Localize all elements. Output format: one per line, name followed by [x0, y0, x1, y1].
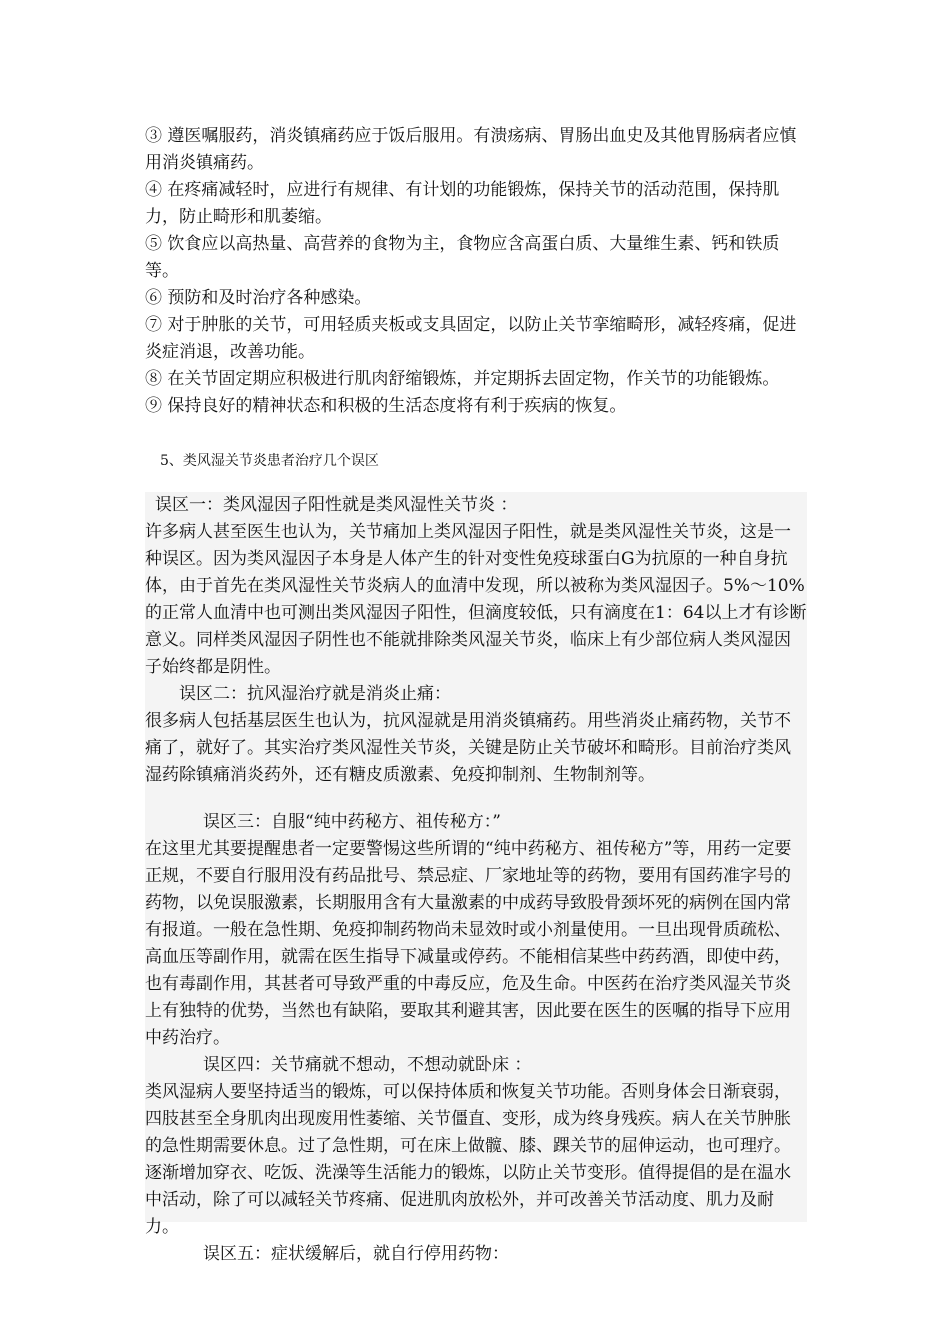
care-instructions-list — [145, 123, 810, 420]
myth-3-title: 误区三：自服“纯中药秘方、祖传秘方：” — [203, 812, 501, 832]
section-heading: 5、类风湿关节炎患者治疗几个误区 — [160, 453, 379, 469]
myth-2-body: 很多病人包括基层医生也认为，抗风湿就是用消炎镇痛药。用些消炎止痛药物，关节不痛了，就好了。其实治疗类风湿性关节炎，关键是防止关节破坏和畸形。目前治疗类风湿药除镇痛消炎药外，还有糖皮质激素、免疫抑制剂、生物制剂等。 — [145, 711, 791, 785]
care-item: ⑦ 对于肿胀的关节，可用轻质夹板或支具固定，以防止关节挛缩畸形，减轻疼痛，促进炎症消退，改善功能。 — [145, 315, 797, 362]
myth-5-title: 误区五：症状缓解后，就自行停用药物： — [203, 1244, 509, 1264]
myth-4-body: 类风湿病人要坚持适当的锻炼，可以保持体质和恢复关节功能。否则身体会日渐衰弱，四肢甚至全身肌肉出现废用性萎缩、关节僵直、变形，成为终身残疾。病人在关节肿胀的急性期需要休息。过了急性期，可在床上做髋、膝、踝关节的屈伸运动，也可理疗。逐渐增加穿衣、吃饭、洗澡等生活能力的锻炼，以防止关节变形。值得提倡的是在温水中活动，除了可以减轻关节疼痛、促进肌肉放松外，并可改善关节活动度、肌力及耐力。 — [145, 1082, 791, 1237]
care-item: ⑧ 在关节固定期应积极进行肌肉舒缩锻炼，并定期拆去固定物，作关节的功能锻炼。 — [145, 369, 780, 389]
paragraph-spacer — [145, 789, 807, 809]
myths-section — [145, 492, 807, 1264]
care-item: ⑤ 饮食应以高热量、高营养的食物为主，食物应含高蛋白质、大量维生素、钙和铁质等。 — [145, 234, 780, 281]
care-item: ⑨ 保持良好的精神状态和积极的生活态度将有利于疾病的恢复。 — [145, 396, 627, 416]
care-item: ⑥ 预防和及时治疗各种感染。 — [145, 288, 372, 308]
myth-1-title: 误区一：类风湿因子阳性就是类风湿性关节炎 ： — [155, 495, 518, 515]
myth-1-body: 许多病人甚至医生也认为，关节痛加上类风湿因子阳性，就是类风湿性关节炎，这是一种误区。因为类风湿因子本身是人体产生的针对变性免疫球蛋白G为抗原的一种自身抗体，由于首先在类风湿性关节炎病人的血清中发现，所以被称为类风湿因子。5%～10%的正常人血清中也可测出类风湿因子阳性，但滴度较低，只有滴度在1：64以上才有诊断意义。同样类风湿因子阴性也不能就排除类风湿关节炎，临床上有少部位病人类风湿因子始终都是阴性。 — [145, 522, 807, 677]
care-item: ④ 在疼痛减轻时，应进行有规律、有计划的功能锻炼，保持关节的活动范围，保持肌力，防止畸形和肌萎缩。 — [145, 180, 780, 227]
care-item: ③ 遵医嘱服药，消炎镇痛药应于饭后服用。有溃疡病、胃肠出血史及其他胃肠病者应慎用消炎镇痛药。 — [145, 126, 797, 173]
myth-2-title: 误区二：抗风湿治疗就是消炎止痛： — [179, 684, 451, 704]
myth-4-title: 误区四：关节痛就不想动，不想动就卧床 ： — [203, 1055, 532, 1075]
myth-3-body: 在这里尤其要提醒患者一定要警惕这些所谓的“纯中药秘方、祖传秘方”等，用药一定要正规，不要自行服用没有药品批号、禁忌症、厂家地址等的药物，要用有国药准字号的药物，以免误服激素，长期服用含有大量激素的中成药导致股骨颈坏死的病例在国内常有报道。一般在急性期、免疫抑制药物尚未显效时或小剂量使用。一旦出现骨质疏松、高血压等副作用，就需在医生指导下减量或停药。不能相信某些中药药酒，即使中药，也有毒副作用，其甚者可导致严重的中毒反应，危及生命。中医药在治疗类风湿关节炎上有独特的优势，当然也有缺陷，要取其利避其害，因此要在医生的医嘱的指导下应用中药治疗。 — [145, 839, 792, 1048]
